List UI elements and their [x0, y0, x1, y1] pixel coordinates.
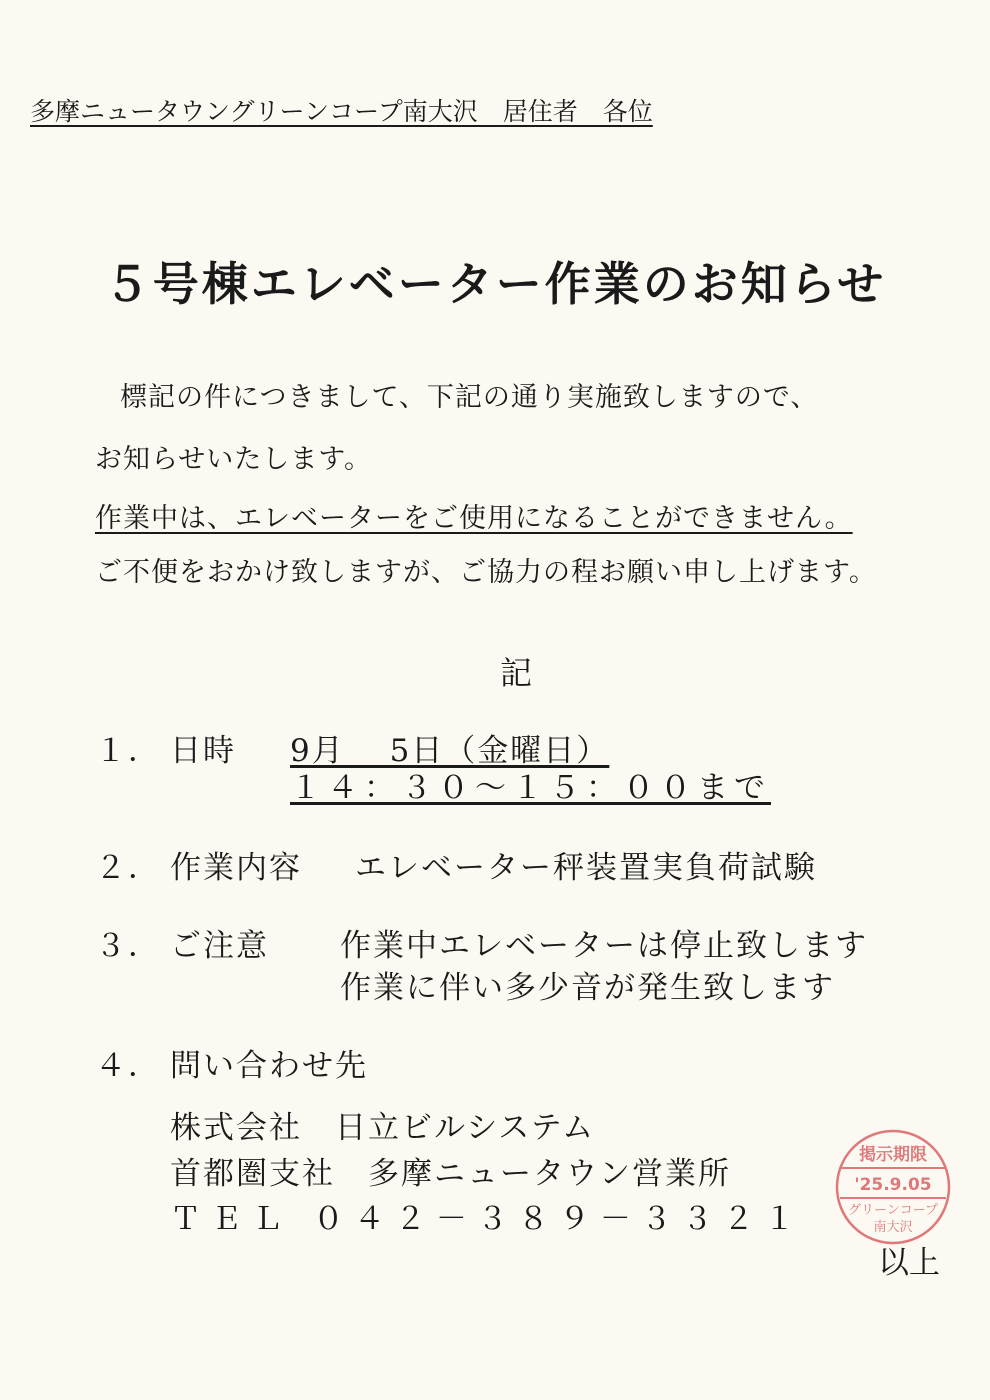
item-2-label: 作業内容 [170, 850, 302, 886]
posting-deadline-stamp [834, 1128, 952, 1246]
closing-ijo: 以上 [878, 1245, 940, 1281]
item-2-value: エレベーター秤装置実負荷試験 [355, 850, 817, 886]
item-4-number: ４． [95, 1048, 161, 1084]
addressee: 多摩ニュータウングリーンコープ南大沢 居住者 各位 [30, 97, 653, 126]
item-3-number: ３． [95, 928, 161, 964]
item-3-value-1: 作業中エレベーターは停止致します [340, 928, 868, 964]
item-4-label: 問い合わせ先 [170, 1048, 368, 1084]
stamp-date: '25.9.05 [854, 1175, 932, 1195]
item-1-number: １． [95, 733, 161, 769]
stamp-heading: 掲示期限 [859, 1145, 927, 1165]
contact-tel: ＴＥＬ ０４２－３８９－３３２１ [170, 1201, 805, 1237]
item-3-value-2: 作業に伴い多少音が発生致します [340, 970, 835, 1006]
notice-title: ５号棟エレベーター作業のお知らせ [103, 257, 887, 311]
item-3-label: ご注意 [170, 928, 269, 964]
body-line-3-underlined: 作業中は、エレベーターをご使用になることができません。 [95, 503, 853, 534]
body-line-4: ご不便をおかけ致しますが、ご協力の程お願い申し上げます。 [95, 557, 877, 588]
item-2-number: ２． [95, 850, 161, 886]
body-line-1: 標記の件につきまして、下記の通り実施致しますので、 [120, 382, 819, 413]
body-line-2: お知らせいたします。 [95, 444, 373, 475]
stamp-org-line-1: グリーンコープ [847, 1203, 939, 1218]
ki-heading: 記 [500, 654, 533, 692]
contact-branch: 首都圏支社 多摩ニュータウン営業所 [170, 1156, 731, 1192]
item-1-label: 日時 [170, 733, 236, 769]
contact-company: 株式会社 日立ビルシステム [170, 1110, 596, 1146]
stamp-org-line-2: 南大沢 [873, 1220, 913, 1235]
item-1-time: １４：３０～１５：００まで [290, 770, 771, 806]
item-1-date: 9月 5日（金曜日） [290, 733, 610, 769]
